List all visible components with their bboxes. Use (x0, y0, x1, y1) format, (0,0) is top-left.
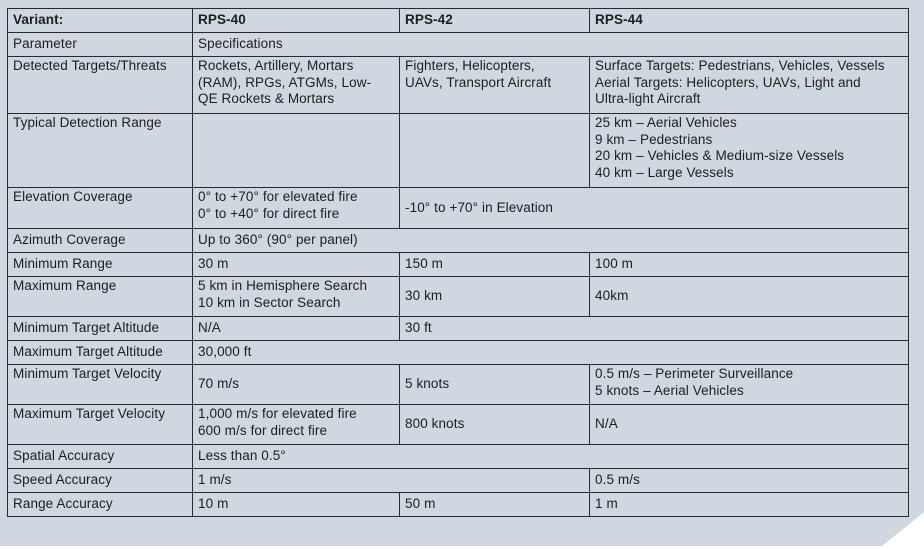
rps42-cell (400, 114, 590, 188)
cell-line: 10 km in Sector Search (198, 294, 341, 310)
table-row-typical-detection-range (8, 114, 909, 188)
rps42-cell: 150 m (400, 253, 590, 277)
row-label: Minimum Target Velocity (8, 365, 193, 405)
rps40-cell: N/A (193, 317, 400, 341)
rps44-header: RPS-44 (590, 9, 909, 33)
header-row (8, 9, 909, 33)
row-label: Minimum Range (8, 253, 193, 277)
cell-line: Aerial Targets: Helicopters, UAVs, Light and (595, 74, 861, 90)
rps40-cell: 70 m/s (193, 365, 400, 405)
table-row-minimum-target-altitude (8, 317, 909, 341)
cell-line: Ultra-light Aircraft (595, 91, 701, 106)
rps42-cell: 5 knots (400, 365, 590, 405)
value-cell: 30,000 ft (193, 341, 909, 365)
variant-header: Variant: (8, 9, 193, 33)
cell-line: 0° to +40° for direct fire (198, 205, 340, 221)
cell-line: 600 m/s for direct fire (198, 422, 328, 438)
table-row-minimum-range (8, 253, 909, 277)
rps44-cell: 100 m (590, 253, 909, 277)
row-label: Spatial Accuracy (8, 445, 193, 469)
row-label: Maximum Target Altitude (8, 341, 193, 365)
row-label: Maximum Target Velocity (8, 405, 193, 445)
cell-line: Surface Targets: Pedestrians, Vehicles, Vessels (595, 58, 885, 73)
row-label: Detected Targets/Threats (8, 57, 193, 114)
table-row-maximum-target-altitude (8, 341, 909, 365)
rps40-cell (193, 114, 400, 188)
cell-line: UAVs, Transport Aircraft (405, 74, 552, 90)
value-cell: Less than 0.5° (193, 445, 909, 469)
rps44-cell (590, 57, 909, 114)
value-cell: Specifications (193, 33, 909, 57)
rps40-42-cell: 1 m/s (193, 469, 590, 493)
rps40-header: RPS-40 (193, 9, 400, 33)
row-label: Speed Accuracy (8, 469, 193, 493)
rps42-cell: 30 km (400, 277, 590, 317)
row-label: Maximum Range (8, 277, 193, 317)
rps44-cell: N/A (590, 405, 909, 445)
rps40-cell (193, 188, 400, 229)
rps42-cell (400, 57, 590, 114)
rps42-44-cell: 30 ft (400, 317, 909, 341)
rps40-cell (193, 405, 400, 445)
rps42-cell: 50 m (400, 493, 590, 517)
rps42-header: RPS-42 (400, 9, 590, 33)
rps40-cell: 30 m (193, 253, 400, 277)
cell-line: Rockets, Artillery, Mortars (198, 58, 354, 73)
table-row-detected-targets (8, 57, 909, 114)
table-row-maximum-range (8, 277, 909, 317)
table-row-spatial-accuracy (8, 445, 909, 469)
row-label: Azimuth Coverage (8, 229, 193, 253)
cell-line: 25 km – Aerial Vehicles (595, 115, 737, 130)
rps44-cell (590, 365, 909, 405)
cell-line: 5 km in Hemisphere Search (198, 278, 368, 293)
cell-line: 9 km – Pedestrians (595, 131, 713, 147)
value-cell: Up to 360° (90° per panel) (193, 229, 909, 253)
table-row-maximum-target-velocity (8, 405, 909, 445)
table-row-speed-accuracy (8, 469, 909, 493)
rps44-cell: 1 m (590, 493, 909, 517)
rps42-44-cell: -10° to +70° in Elevation (400, 188, 909, 229)
rps44-cell: 40km (590, 277, 909, 317)
row-label: Parameter (8, 33, 193, 57)
cell-line: (RAM), RPGs, ATGMs, Low- (198, 74, 372, 90)
table-row-elevation-coverage (8, 188, 909, 229)
row-label: Range Accuracy (8, 493, 193, 517)
table-row-minimum-target-velocity (8, 365, 909, 405)
cell-line: 5 knots – Aerial Vehicles (595, 382, 744, 398)
rps44-cell (590, 114, 909, 188)
rps40-cell: 10 m (193, 493, 400, 517)
cell-line: 0.5 m/s – Perimeter Surveillance (595, 366, 794, 381)
table-row-parameter (8, 33, 909, 57)
radar-specifications-table (7, 8, 909, 517)
cell-line: 0° to +70° for elevated fire (198, 189, 358, 204)
row-label: Minimum Target Altitude (8, 317, 193, 341)
rps42-cell: 800 knots (400, 405, 590, 445)
rps44-cell: 0.5 m/s (590, 469, 909, 493)
rps40-cell (193, 57, 400, 114)
row-label: Elevation Coverage (8, 188, 193, 229)
cell-line: 1,000 m/s for elevated fire (198, 406, 357, 421)
table-row-range-accuracy (8, 493, 909, 517)
table-row-azimuth-coverage (8, 229, 909, 253)
cell-line: Fighters, Helicopters, (405, 58, 535, 73)
cell-line: QE Rockets & Mortars (198, 91, 335, 106)
cell-line: 20 km – Vehicles & Medium-size Vessels (595, 148, 845, 163)
row-label: Typical Detection Range (8, 114, 193, 188)
cell-line: 40 km – Large Vessels (595, 164, 734, 180)
rps40-cell (193, 277, 400, 317)
